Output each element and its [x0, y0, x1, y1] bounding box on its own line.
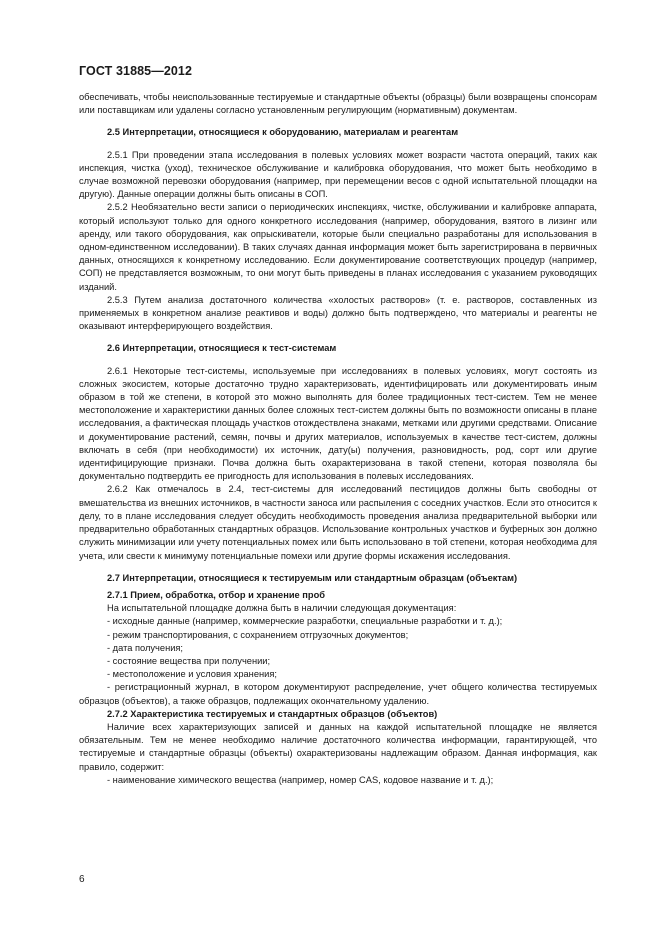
- list-item: - наименование химического вещества (например, номер CAS, кодовое название и т. д.);: [107, 774, 494, 785]
- list-item: - регистрационный журнал, в котором документируют распределение, учет общего количества тестируемых образцов (объектов), а также образцов, подлежащих окончательному удалению.: [79, 682, 597, 706]
- paragraph-2-6-1: 2.6.1 Некоторые тест-системы, используемые при исследованиях в полевых условиях, могут состоять из сложных экосистем, которые достаточно трудно характеризовать, идентифицировать или документировать иным образом в той же степени, в которой это можно выполнять для более традиционных тест-систем. Тем не менее местоположение и характеристики данных более сложных тест-систем должны быть по возможности описаны в плане исследования, а фактическая площадь участков отождествлена знаками, метками или другими средствами. Описание и документирование растений, семян, почвы и других материалов, используемых в качестве тест-систем, должны включать в себя (при необходимости) их источник, дату(ы) получения, разновидность, род, сорт или другие идентифицирующие признаки. Почва должна быть охарактеризована в такой степени, которая позволяла бы документально подтвердить ее пригодность для использования в полевых исследованиях.: [79, 365, 597, 482]
- paragraph-2-5-2: 2.5.2 Необязательно вести записи о периодических инспекциях, чистке, обслуживании и калибровке аппарата, который используют только для одного конкретного исследования (например, оборудования, взятого в лизинг или аренду, или такого оборудования, как опрыскиватели, которые были специально разработаны для использования в одном-единственном исследовании). В таких случаях данная информация может быть зарегистрирована в первичных данных, относящихся к конкретному исследованию. Если документирование соответствующих процедур (например, СОП) не представляется возможным, то они могут быть приведены в планах исследования с указанием руководящих изданий.: [79, 202, 597, 292]
- list-item: - режим транспортирования, с сохранением отгрузочных документов;: [107, 629, 409, 640]
- paragraph-2-7-1-intro: На испытательной площадке должна быть в наличии следующая документация:: [107, 603, 457, 614]
- paragraph-2-5-3: 2.5.3 Путем анализа достаточного количества «холостых растворов» (т. е. растворов, составленных из применяемых в конкретном анализе реактивов и воды) должно быть подтверждено, что материалы и реагенты не оказывают интерферирующего воздействия.: [79, 294, 597, 332]
- heading-2-7-2: 2.7.2 Характеристика тестируемых и стандартных образцов (объектов): [107, 708, 438, 719]
- paragraph-intro: обеспечивать, чтобы неиспользованные тестируемые и стандартные объекты (образцы) были возвращены спонсорам или поставщикам или удалены согласно установленным регулирующим (нормативным) документам.: [79, 92, 597, 116]
- list-item: - исходные данные (например, коммерческие разработки, специальные разработки и т. д.);: [107, 616, 503, 627]
- heading-2-5: 2.5 Интерпретации, относящиеся к оборудованию, материалам и реагентам: [107, 127, 459, 138]
- paragraph-2-6-2: 2.6.2 Как отмечалось в 2.4, тест-системы для исследований пестицидов должны быть свободны от вмешательства из внешних источников, в частности заноса или распыления с соседних участков. Если это относится к делу, то в плане исследования следует обсудить необходимость проведения анализа предварительной выборки или предварительно обработанных стандартных образцов. Использование контрольных участков и буферных зон должно служить минимизации или учету потенциальных помех или быть использовано в той степени, которая необходима для учета, или свести к минимуму потенциальные помехи или другие формы искажения исследования.: [79, 484, 597, 561]
- list-item: - состояние вещества при получении;: [107, 655, 271, 666]
- paragraph-2-5-1: 2.5.1 При проведении этапа исследования в полевых условиях может возрасти частота операций, таких как инспекция, чистка (уход), техническое обслуживание и калибровка оборудования, что может быть необходимо в случае возможной перевозки оборудования (например, при перемещении весов с одной испытательной площадки на другую). Данные операции должны быть описаны в СОП.: [79, 149, 597, 200]
- list-item: - дата получения;: [107, 642, 184, 653]
- document-standard-title: ГОСТ 31885—2012: [79, 64, 193, 78]
- list-item: - местоположение и условия хранения;: [107, 669, 277, 680]
- heading-2-7: 2.7 Интерпретации, относящиеся к тестируемым или стандартным образцам (объектам): [107, 572, 518, 583]
- document-body: [79, 91, 597, 787]
- heading-2-7-1: 2.7.1 Прием, обработка, отбор и хранение проб: [107, 589, 326, 600]
- paragraph-2-7-2: Наличие всех характеризующих записей и данных на каждой испытательной площадке не является обязательным. Тем не менее необходимо наличие достаточного количества информации, гарантирующей, что тестируемые и стандартные образцы (объекты) охарактеризованы надлежащим образом. Данная информация, как правило, содержит:: [79, 721, 597, 772]
- page-number: 6: [79, 874, 85, 885]
- heading-2-6: 2.6 Интерпретации, относящиеся к тест-системам: [107, 343, 337, 354]
